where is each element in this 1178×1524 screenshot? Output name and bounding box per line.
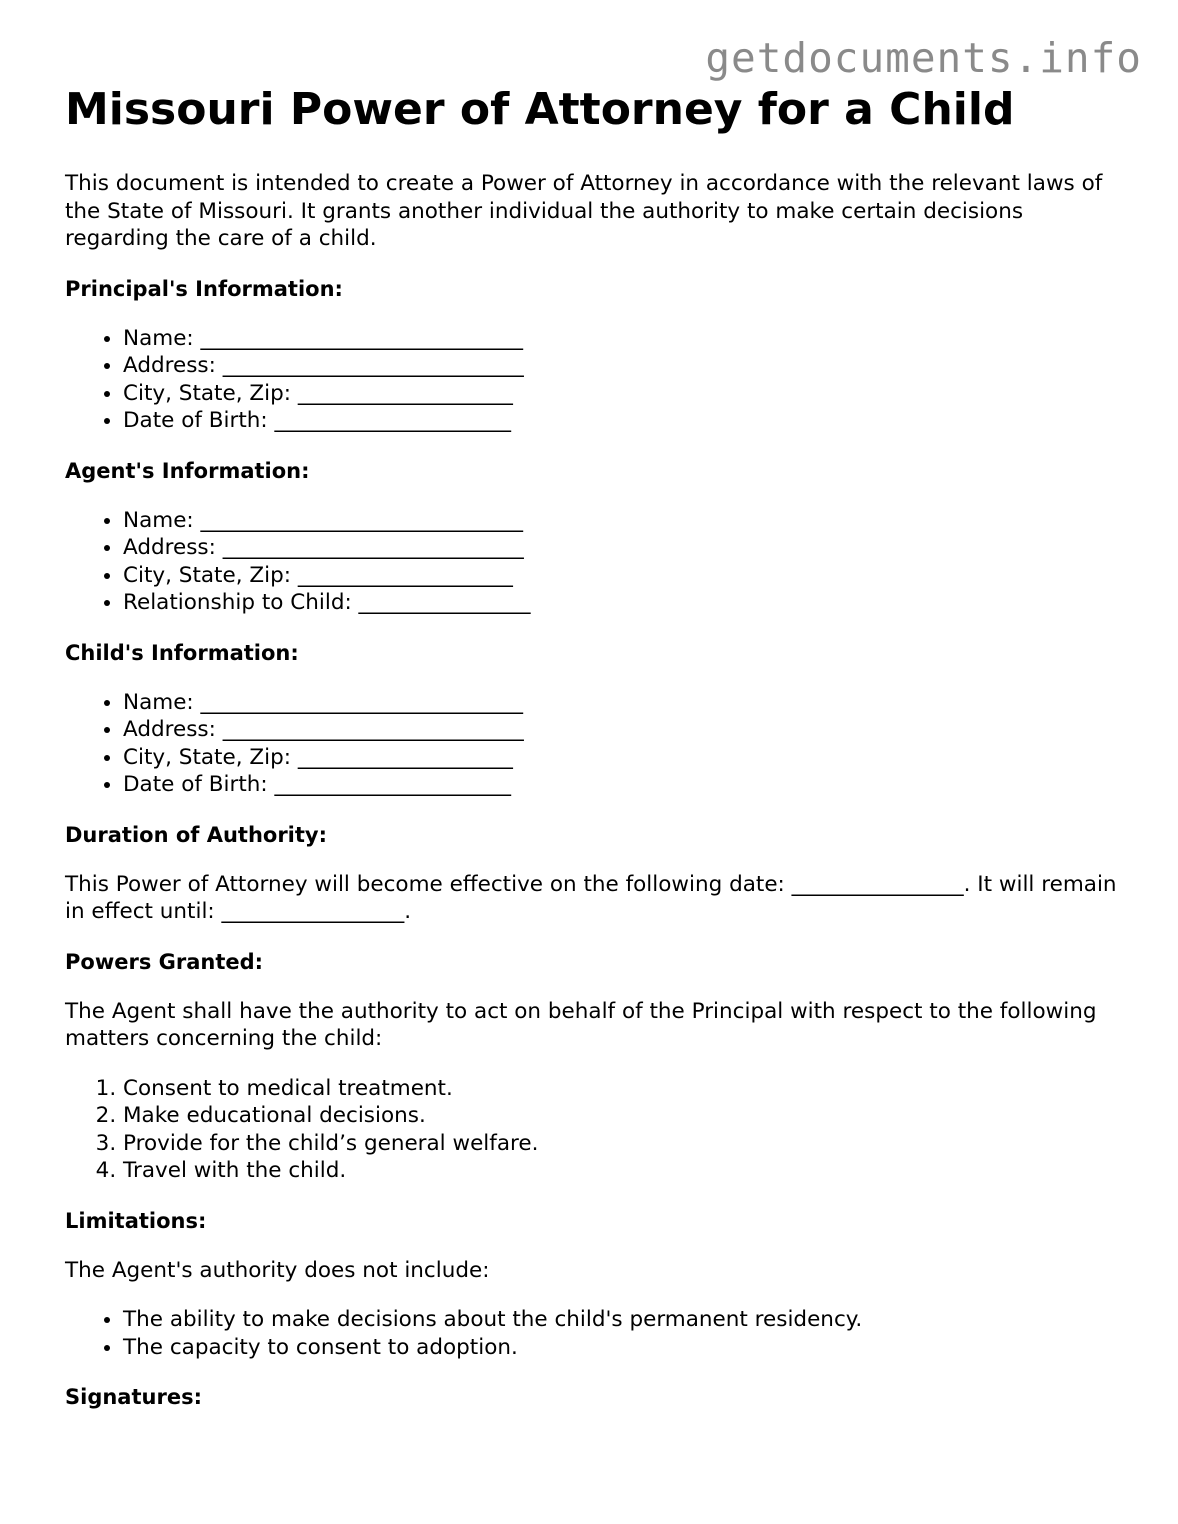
duration-heading: Duration of Authority:: [65, 822, 328, 847]
limitation-item: • The capacity to consent to adoption.: [123, 1334, 1125, 1362]
principal-dob-field: • Date of Birth: ______________________: [123, 407, 1125, 435]
agent-address-field: • Address: ____________________________: [123, 534, 1125, 562]
principal-heading: Principal's Information:: [65, 276, 343, 301]
principal-fields: [65, 325, 1125, 435]
child-name-field: • Name: ______________________________: [123, 689, 1125, 717]
agent-city-field: • City, State, Zip: ____________________: [123, 562, 1125, 590]
agent-name-field: • Name: ______________________________: [123, 507, 1125, 535]
duration-paragraph: This Power of Attorney will become effective on the following date: ________________. It will remain in effect until: _________________.: [65, 871, 1117, 924]
powers-list: [65, 1075, 1125, 1185]
watermark: getdocuments.info: [705, 34, 1142, 82]
powers-paragraph: The Agent shall have the authority to act on behalf of the Principal with respect to the following matters concerning the child:: [65, 998, 1097, 1051]
powers-heading: Powers Granted:: [65, 949, 264, 974]
child-heading: Child's Information:: [65, 640, 299, 665]
principal-address-field: • Address: ____________________________: [123, 352, 1125, 380]
limitation-item: • The ability to make decisions about the child's permanent residency.: [123, 1306, 1125, 1334]
principal-city-field: • City, State, Zip: ____________________: [123, 380, 1125, 408]
intro-paragraph: This document is intended to create a Power of Attorney in accordance with the relevant laws of the State of Missouri. It grants another individual the authority to make certain decisions regarding the care of a child.: [65, 171, 1103, 251]
power-item: 1. Consent to medical treatment.: [123, 1075, 1125, 1103]
agent-relationship-field: • Relationship to Child: ________________: [123, 589, 1125, 617]
agent-fields: [65, 507, 1125, 617]
limitations-paragraph: The Agent's authority does not include:: [65, 1257, 490, 1283]
agent-heading: Agent's Information:: [65, 458, 310, 483]
child-city-field: • City, State, Zip: ____________________: [123, 744, 1125, 772]
limitations-heading: Limitations:: [65, 1208, 207, 1233]
child-dob-field: • Date of Birth: ______________________: [123, 771, 1125, 799]
limitations-list: [65, 1306, 1125, 1361]
principal-name-field: • Name: ______________________________: [123, 325, 1125, 353]
document-page: [65, 80, 1125, 1411]
signatures-heading: Signatures:: [65, 1385, 202, 1409]
document-title: Missouri Power of Attorney for a Child: [65, 84, 1015, 135]
power-item: 2. Make educational decisions.: [123, 1102, 1125, 1130]
power-item: 3. Provide for the child’s general welfare.: [123, 1130, 1125, 1158]
power-item: 4. Travel with the child.: [123, 1157, 1125, 1185]
child-fields: [65, 689, 1125, 799]
child-address-field: • Address: ____________________________: [123, 716, 1125, 744]
